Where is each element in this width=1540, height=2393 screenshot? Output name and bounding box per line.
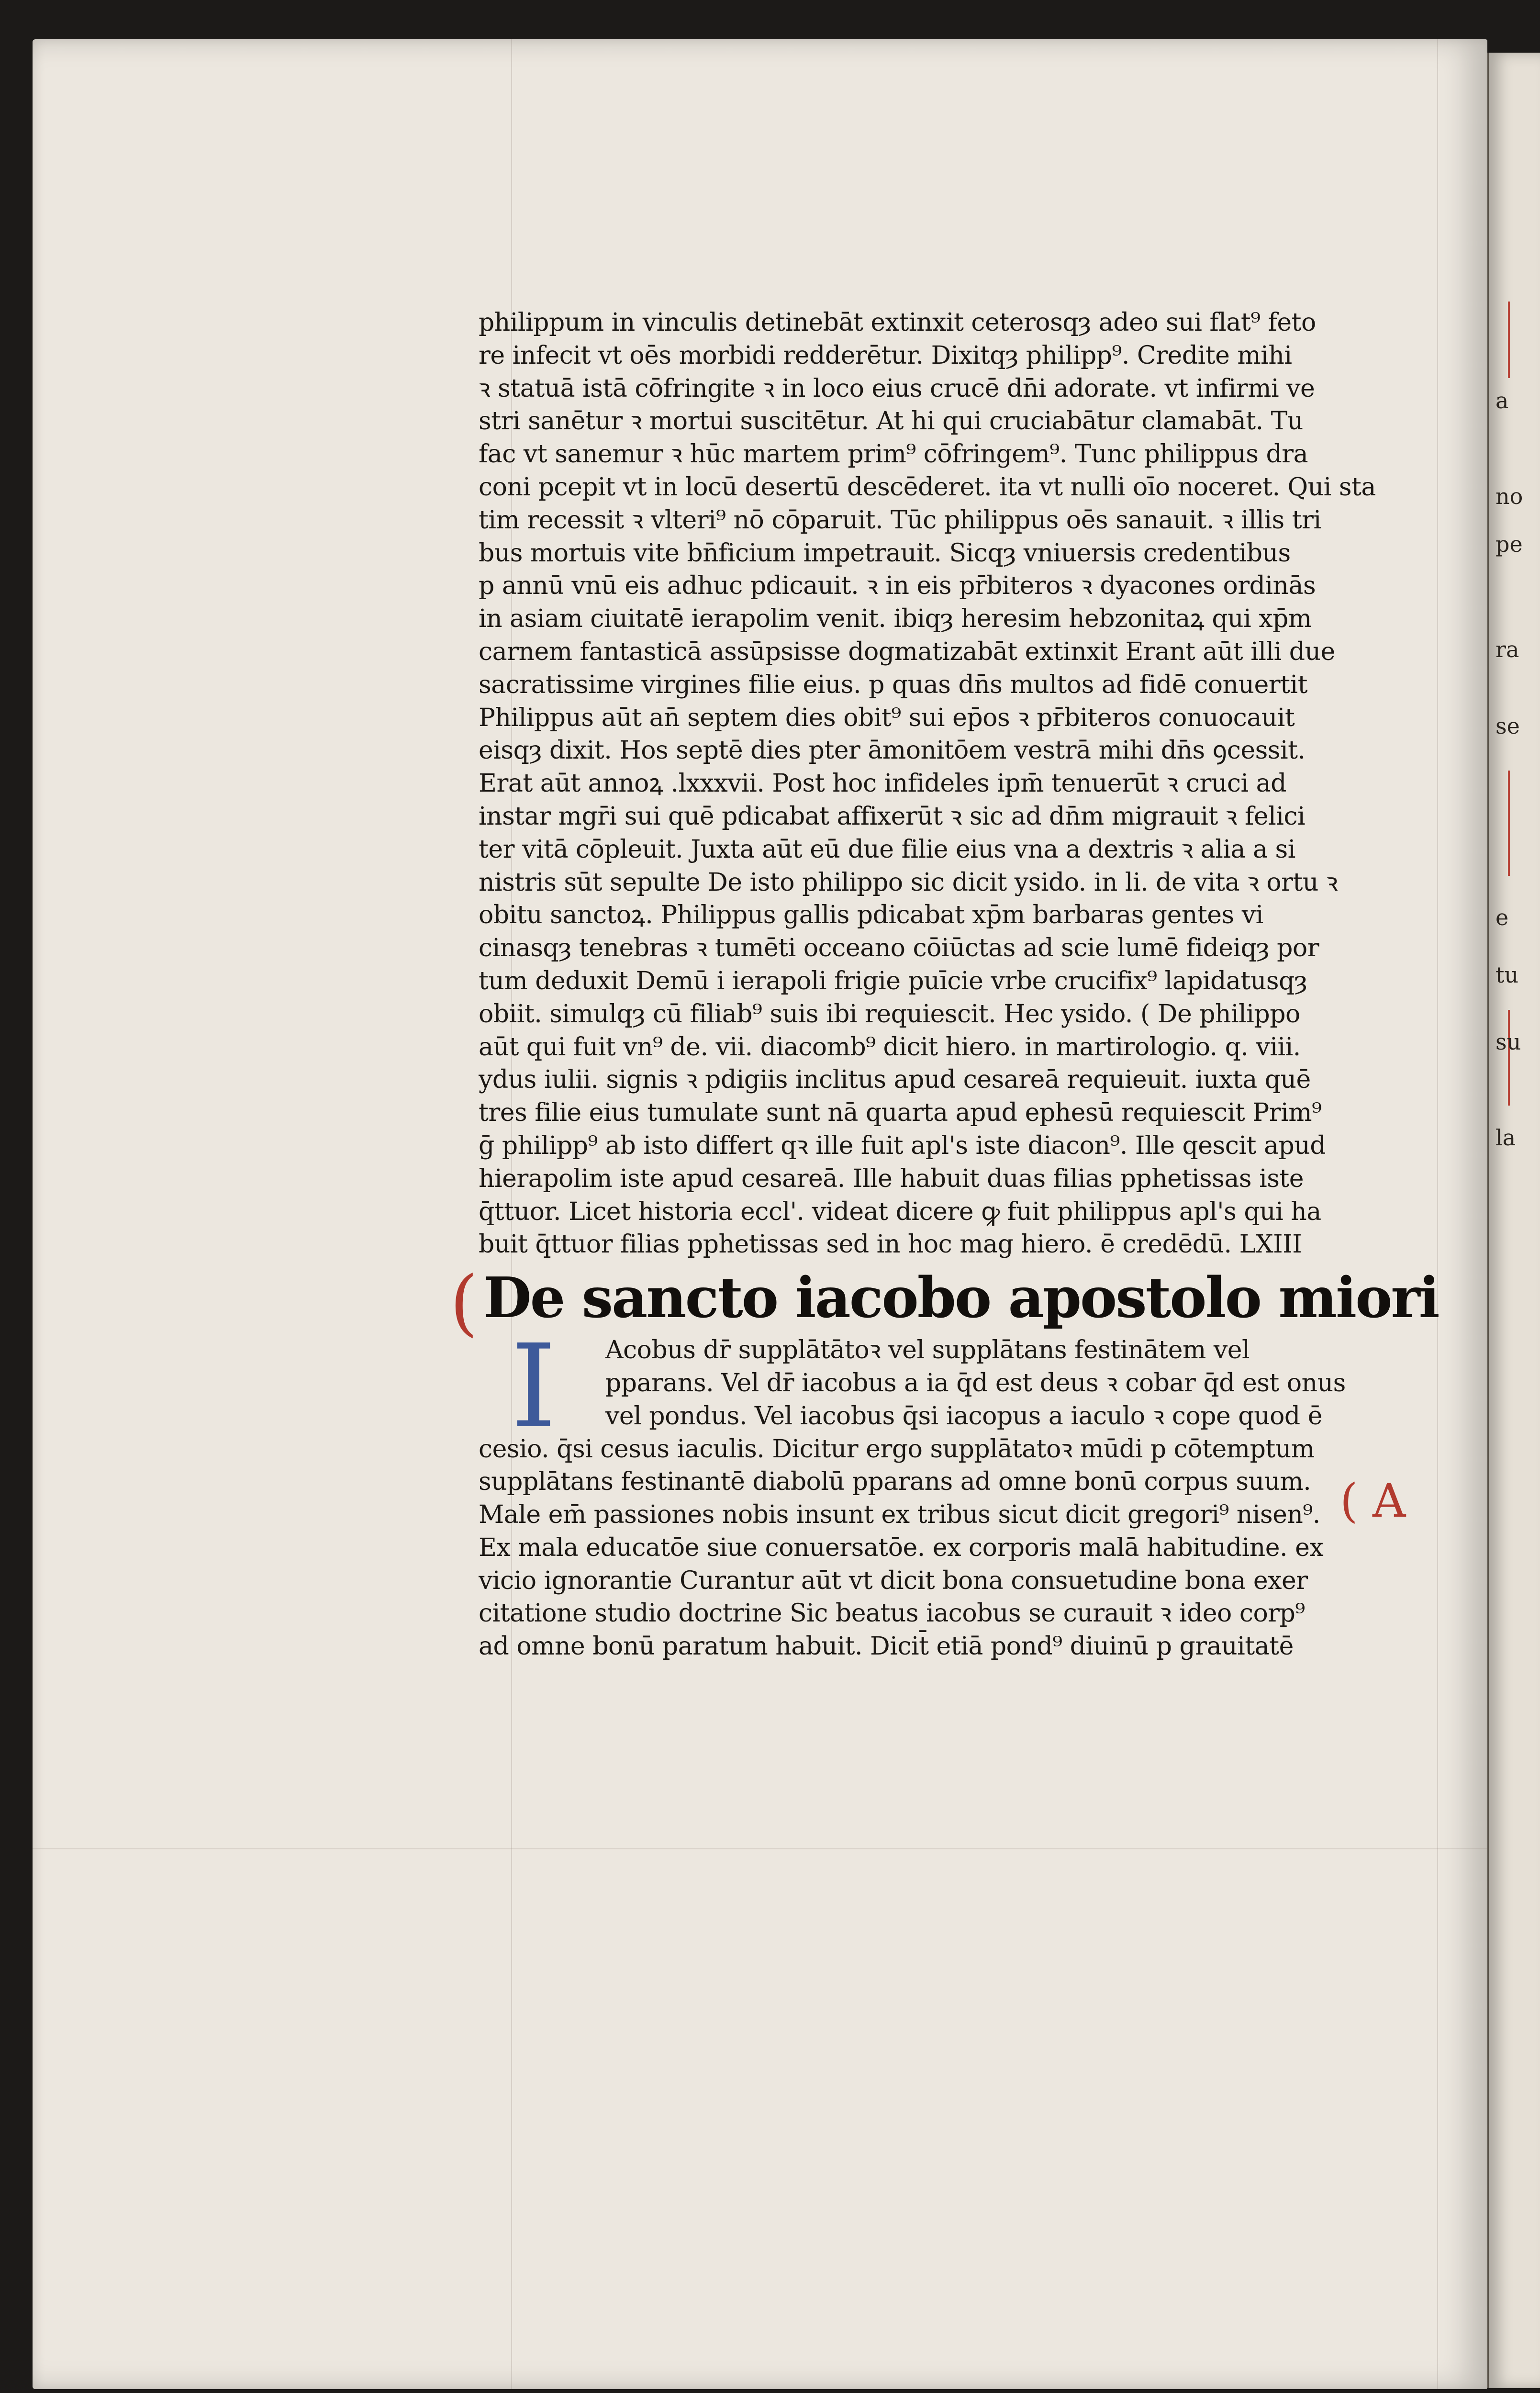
text-line: coni pcepit vt in locū desertū descēderet. ita vt nulli oīo noceret. Qui sta: [479, 472, 1376, 502]
facing-fragment: se: [1495, 713, 1520, 739]
text-line: stri sanētur ꝛ mortui suscitētur. At hi qui cruciabātur clamabāt. Tu: [479, 407, 1303, 436]
text-line: ꝛ statuā istā cōfringite ꝛ in loco eius crucē dn̄i adorate. vt infirmi ve: [479, 374, 1315, 403]
text-line: supplātans festinantē diabolū pparans ad omne bonū corpus suum.: [479, 1467, 1311, 1497]
text-line: ydus iulii. signis ꝛ pdigiis inclitus apud cesareā requieuit. iuxta quē: [479, 1065, 1311, 1095]
text-line: sacratissime virgines filie eius. p quas dn̄s multos ad fidē conuertit: [479, 670, 1308, 699]
text-line: Erat aūt annoꝝ .lxxxvii. Post hoc infideles ipm̄ tenuerūt ꝛ cruci ad: [479, 769, 1286, 798]
text-column: [450, 306, 1439, 1663]
chapter-heading: [450, 1261, 1439, 1345]
text-line: cesio. q̄si cesus iaculis. Dicitur ergo supplātatoꝛ mūdi p cōtemptum: [479, 1434, 1315, 1464]
text-line: tres filie eius tumulate sunt nā quarta apud ephesū requiescit Prim⁹: [479, 1098, 1322, 1128]
chapter-title: De sancto iacobo apostolo miori: [483, 1265, 1439, 1331]
text-line: vicio ignorantie Curantur aūt vt dicit bona consuetudine bona exer: [479, 1566, 1308, 1595]
text-line: p annū vnū eis adhuc pdicauit. ꝛ in eis pr̄biteros ꝛ dyacones ordinās: [479, 571, 1316, 601]
text-line: citatione studio doctrine Sic beatus iacobus se curauit ꝛ ideo corp⁹: [479, 1599, 1305, 1628]
facing-fragment: su: [1495, 1029, 1521, 1055]
text-line: nistris sūt sepulte De isto philippo sic dicit ysido. in li. de vita ꝛ ortu ꝛ: [479, 868, 1338, 897]
text-line: ad omne bonū paratum habuit. Dicit̄ etiā pond⁹ diuinū p grauitatē: [479, 1632, 1294, 1661]
rubric-stroke: [1508, 302, 1510, 378]
text-line: in asiam ciuitatē ierapolim venit. ibiqȝ heresim hebzonitaꝝ qui xp̄m: [479, 604, 1312, 634]
rubric-paragraph-mark: (: [450, 1261, 478, 1345]
text-line: instar mgr̄i sui quē pdicabat affixerūt ꝛ sic ad dn̄m migrauit ꝛ felici: [479, 802, 1306, 831]
text-line: Male em̄ passiones nobis insunt ex tribus sicut dicit gregori⁹ nisen⁹.: [479, 1500, 1320, 1530]
rubric-paragraph-mark: ( A: [1340, 1474, 1406, 1528]
text-line: obiit. simulqȝ cū filiab⁹ suis ibi requiescit. Hec ysido. ( De philippo: [479, 999, 1300, 1029]
text-line: tum deduxit Demū i ierapoli frigie puīcie vrbe crucifix⁹ lapidatusqȝ: [479, 966, 1307, 995]
text-line: re infecit vt oēs morbidi redderētur. Dixitqȝ philipp⁹. Credite mihi: [479, 341, 1292, 370]
text-line: pparans. Vel dr̄ iacobus a ia q̄d est deus ꝛ cobar q̄d est onus: [605, 1368, 1346, 1398]
text-line: Philippus aūt an̄ septem dies obit⁹ sui ep̄os ꝛ pr̄biteros conuocauit: [479, 703, 1295, 732]
decorated-initial: I: [511, 1320, 557, 1454]
facing-fragment: la: [1495, 1125, 1516, 1151]
text-line: carnem fantasticā assūpsisse dogmatizabāt extinxit Erant aūt illi due: [479, 637, 1335, 666]
text-line: fac vt sanemur ꝛ hūc martem prim⁹ cōfringem⁹. Tunc philippus dra: [479, 440, 1308, 469]
facing-fragment: tu: [1495, 962, 1519, 988]
text-line: ter vitā cōpleuit. Juxta aūt eū due filie eius vna a dextris ꝛ alia a si: [479, 835, 1295, 864]
facing-fragment: pe: [1495, 531, 1523, 557]
text-line: ḡ philipp⁹ ab isto differt qꝛ ille fuit apl's iste diacon⁹. Ille qescit apud: [479, 1131, 1326, 1160]
text-line: obitu sanctoꝝ. Philippus gallis pdicabat xp̄m barbaras gentes vi: [479, 901, 1263, 930]
text-line: eisqȝ dixit. Hos septē dies pter āmonitōem vestrā mihi dn̄s ꝯcessit.: [479, 736, 1306, 765]
text-line: vel pondus. Vel iacobus q̄si iacopus a iaculo ꝛ cope quod ē: [605, 1401, 1322, 1431]
text-line: buit q̄ttuor filias pphetissas sed in hoc mag hiero. ē credēdū. LXIII: [479, 1230, 1302, 1259]
text-line: Ex mala educatōe siue conuersatōe. ex corporis malā habitudine. ex: [479, 1533, 1324, 1562]
text-line: philippum in vinculis detinebāt extinxit ceterosqȝ adeo sui flat⁹ feto: [479, 308, 1316, 337]
rubric-stroke: [1508, 1010, 1510, 1106]
ruling-line-right: [1437, 39, 1438, 2389]
text-line: bus mortuis vite bn̄ficium impetrauit. Sicqȝ vniuersis credentibus: [479, 538, 1291, 568]
facing-fragment: a: [1495, 388, 1509, 414]
text-line: q̄ttuor. Licet historia eccl'. videat dicere ꝙ fuit philippus apl's qui ha: [479, 1197, 1321, 1226]
text-line: cinasqȝ tenebras ꝛ tumēti occeano cōiūctas ad scie lumē fideiqȝ por: [479, 934, 1319, 963]
ruling-line-bottom: [33, 1848, 1487, 1849]
text-line: hierapolim iste apud cesareā. Ille habuit duas filias pphetissas iste: [479, 1164, 1304, 1193]
text-line: Acobus dr̄ supplātātoꝛ vel supplātans festinātem vel: [605, 1336, 1250, 1365]
facing-page-edge: [1487, 53, 1540, 2388]
rubric-stroke: [1508, 771, 1510, 876]
facing-fragment: e: [1495, 905, 1509, 930]
facing-fragment: ra: [1495, 637, 1519, 662]
text-line: tim recessit ꝛ vlteri⁹ nō cōparuit. Tūc philippus oēs sanauit. ꝛ illis tri: [479, 505, 1321, 535]
facing-fragment: no: [1495, 483, 1523, 509]
text-line: aūt qui fuit vn⁹ de. vii. diacomb⁹ dicit hiero. in martirologio. q. viii.: [479, 1032, 1301, 1062]
